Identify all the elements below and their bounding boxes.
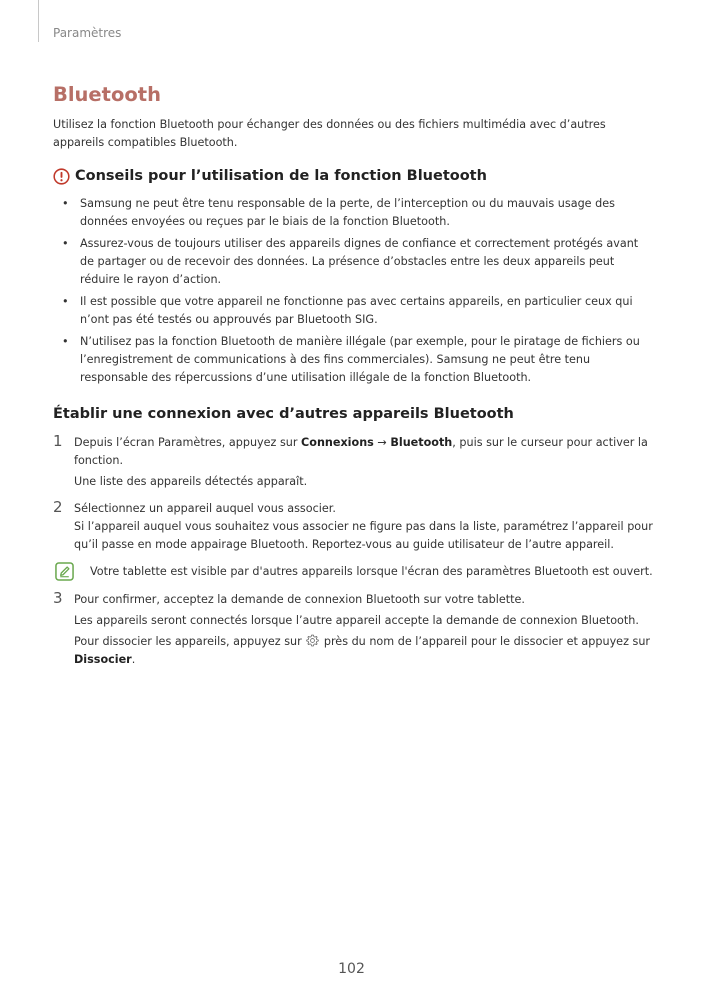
step-number: 1 bbox=[53, 432, 63, 450]
note-text: Votre tablette est visible par d'autres appareils lorsque l'écran des paramètres Bluetooth est ouvert. bbox=[90, 565, 653, 578]
dissocier-label: Dissocier bbox=[74, 653, 132, 666]
page-title: Bluetooth bbox=[53, 83, 161, 106]
step-1: 1 Depuis l’écran Paramètres, appuyez sur Connexions → Bluetooth, puis sur le curseur pour activer la fonction. Une liste des appareils détectés apparaît. bbox=[53, 434, 653, 491]
list-item: • Il est possible que votre appareil ne fonctionne pas avec certains appareils, en particulier ceux qui n’ont pas été testés ou approuvés par Bluetooth SIG. bbox=[62, 295, 633, 326]
step-number: 2 bbox=[53, 498, 63, 516]
step-3: 3 Pour confirmer, acceptez la demande de connexion Bluetooth sur votre tablette. Les appareils seront connectés lorsque l’autre appareil accepte la demande de connexion Bluetooth. Pour dissocier les appareils, appuyez sur près du nom de l’appareil pour le dissocier et appuyez sur Dissocier. bbox=[53, 591, 653, 669]
page-number: 102 bbox=[338, 961, 365, 977]
warning-list bbox=[53, 195, 653, 387]
step-1-detail: Une liste des appareils détectés apparaît. bbox=[74, 475, 308, 488]
warning-heading-text: Conseils pour l’utilisation de la fonction Bluetooth bbox=[75, 168, 487, 184]
warning-heading bbox=[53, 166, 653, 186]
page-content bbox=[53, 83, 653, 669]
list-item: • N’utilisez pas la fonction Bluetooth de manière illégale (par exemple, pour le piratage de fichiers ou l’enregistrement de communications à des fins commerciales). Samsung ne peut être tenu responsable des répercussions d’une utilisation illégale de la fonction Bluetooth. bbox=[62, 335, 640, 384]
note-pencil-icon bbox=[55, 562, 74, 581]
menu-connexions: Connexions bbox=[301, 436, 374, 449]
step-number: 3 bbox=[53, 589, 63, 607]
note-block bbox=[53, 563, 653, 581]
step-2-detail: Si l’appareil auquel vous souhaitez vous associer ne figure pas dans la liste, paramétrez l’appareil pour qu’il passe en mode appairage Bluetooth. Reportez-vous au guide utilisateur de l’autre appareil. bbox=[74, 520, 653, 551]
section-heading: Établir une connexion avec d’autres appareils Bluetooth bbox=[53, 406, 514, 422]
intro-paragraph: Utilisez la fonction Bluetooth pour échanger des données ou des fichiers multimédia avec d’autres appareils compatibles Bluetooth. bbox=[53, 118, 606, 149]
header-divider bbox=[38, 0, 39, 42]
step-2: 2 Sélectionnez un appareil auquel vous associer. Si l’appareil auquel vous souhaitez vous associer ne figure pas dans la liste, paramétrez l’appareil pour qu’il passe en mode appairage Bluetooth. Reportez-vous au guide utilisateur de l’autre appareil. bbox=[53, 500, 653, 554]
steps-list bbox=[53, 434, 653, 669]
list-item: • Samsung ne peut être tenu responsable de la perte, de l’interception ou du mauvais usage des données envoyées ou reçues par le biais de la fonction Bluetooth. bbox=[62, 197, 615, 228]
gear-icon bbox=[306, 634, 319, 647]
menu-bluetooth: Bluetooth bbox=[390, 436, 453, 449]
running-header: Paramètres bbox=[53, 26, 122, 40]
step-3-dissociate: Pour dissocier les appareils, appuyez sur près du nom de l’appareil pour le dissocier et appuyez sur Dissocier. bbox=[74, 635, 651, 666]
list-item: • Assurez-vous de toujours utiliser des appareils dignes de confiance et correctement protégés avant de partager ou de recevoir des données. La présence d’obstacles entre les deux appareils peut réduire le rayon d’action. bbox=[62, 237, 639, 286]
warning-icon bbox=[53, 168, 70, 185]
step-3-detail: Les appareils seront connectés lorsque l’autre appareil accepte la demande de connexion Bluetooth. bbox=[74, 614, 639, 627]
